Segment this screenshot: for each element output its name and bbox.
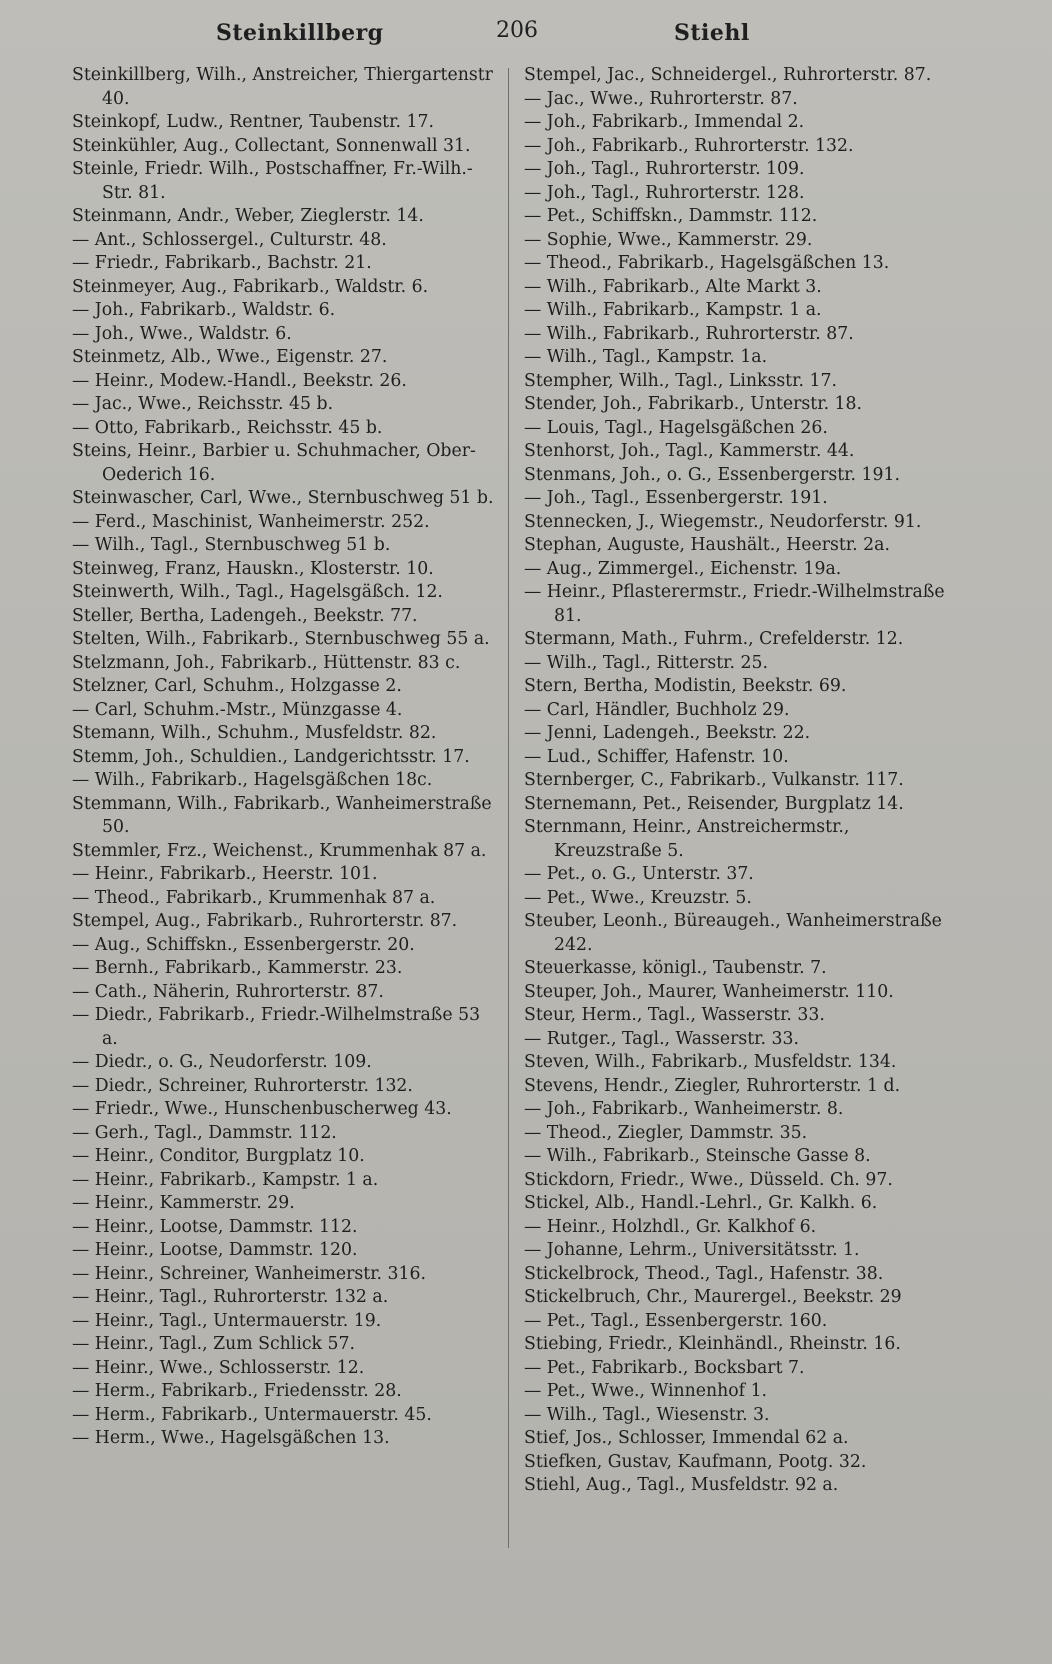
directory-entry: Steinmetz, Alb., Wwe., Eigenstr. 27.: [72, 347, 388, 367]
directory-entry: Steinmann, Andr., Weber, Zieglerstr. 14.: [72, 206, 424, 226]
directory-entry: Stelten, Wilh., Fabrikarb., Sternbuschweg 55 a.: [72, 629, 490, 649]
running-head-right: Stiehl: [674, 20, 750, 46]
directory-entry: — Pet., Wwe., Kreuzstr. 5.: [524, 887, 752, 908]
directory-entry: — Pet., Tagl., Essenbergerstr. 160.: [524, 1310, 828, 1331]
directory-entry: — Wilh., Fabrikarb., Steinsche Gasse 8.: [524, 1146, 871, 1166]
directory-entry: Stickelbrock, Theod., Tagl., Hafenstr. 38.: [524, 1263, 884, 1284]
directory-entry: — Wilh., Tagl., Kampstr. 1a.: [524, 347, 768, 367]
directory-entry: — Aug., Zimmergel., Eichenstr. 19a.: [524, 558, 842, 579]
directory-entry: Steuper, Joh., Maurer, Wanheimerstr. 110.: [524, 981, 894, 1002]
directory-entry: — Otto, Fabrikarb., Reichsstr. 45 b.: [72, 417, 383, 438]
directory-entry: — Joh., Fabrikarb., Waldstr. 6.: [72, 300, 336, 320]
directory-entry: — Cath., Näherin, Ruhrorterstr. 87.: [72, 981, 384, 1002]
directory-entry: — Jac., Wwe., Reichsstr. 45 b.: [72, 394, 334, 414]
directory-entry: — Diedr., Fabrikarb., Friedr.-Wilhelmstraße 53 a.: [72, 1005, 481, 1049]
directory-entry: — Herm., Wwe., Hagelsgäßchen 13.: [72, 1428, 390, 1448]
left-column: [72, 64, 494, 1451]
directory-entry: Stennecken, J., Wiegemstr., Neudorferstr. 91.: [524, 511, 922, 532]
directory-entry: — Louis, Tagl., Hagelsgäßchen 26.: [524, 417, 828, 438]
right-column: [524, 64, 956, 1498]
directory-entry: Steinmeyer, Aug., Fabrikarb., Waldstr. 6.: [72, 276, 429, 297]
directory-entry: — Aug., Schiffskn., Essenbergerstr. 20.: [72, 934, 415, 955]
directory-entry: — Sophie, Wwe., Kammerstr. 29.: [524, 229, 813, 250]
directory-entry: — Carl, Schuhm.-Mstr., Münzgasse 4.: [72, 699, 403, 720]
directory-entry: — Joh., Fabrikarb., Ruhrorterstr. 132.: [524, 135, 854, 156]
directory-entry: — Pet., Wwe., Winnenhof 1.: [524, 1381, 768, 1401]
directory-entry: Stickdorn, Friedr., Wwe., Düsseld. Ch. 97.: [524, 1169, 893, 1190]
directory-entry: — Wilh., Tagl., Sternbuschweg 51 b.: [72, 535, 391, 555]
directory-entry: Sternemann, Pet., Reisender, Burgplatz 14.: [524, 793, 904, 814]
directory-entry: — Heinr., Holzhdl., Gr. Kalkhof 6.: [524, 1216, 817, 1237]
directory-entry: Steinweg, Franz, Hauskn., Klosterstr. 10.: [72, 558, 434, 579]
directory-entry: Stempher, Wilh., Tagl., Linksstr. 17.: [524, 370, 837, 391]
directory-entry: — Diedr., Schreiner, Ruhrorterstr. 132.: [72, 1075, 413, 1096]
directory-entry: — Herm., Fabrikarb., Friedensstr. 28.: [72, 1381, 402, 1401]
directory-entry: — Joh., Tagl., Ruhrorterstr. 109.: [524, 159, 805, 179]
directory-entry: — Friedr., Wwe., Hunschenbuscherweg 43.: [72, 1099, 452, 1119]
directory-entry: — Heinr., Pflasterermstr., Friedr.-Wilhelmstraße 81.: [524, 582, 945, 626]
directory-entry: Stempel, Aug., Fabrikarb., Ruhrorterstr. 87.: [72, 911, 458, 931]
directory-entry: — Gerh., Tagl., Dammstr. 112.: [72, 1122, 337, 1143]
directory-entry: — Bernh., Fabrikarb., Kammerstr. 23.: [72, 958, 403, 978]
directory-entry: Steinkopf, Ludw., Rentner, Taubenstr. 17.: [72, 112, 434, 132]
directory-entry: — Joh., Tagl., Essenbergerstr. 191.: [524, 488, 828, 508]
directory-entry: — Joh., Tagl., Ruhrorterstr. 128.: [524, 182, 805, 203]
directory-entry: — Joh., Fabrikarb., Wanheimerstr. 8.: [524, 1099, 844, 1119]
directory-entry: — Heinr., Tagl., Untermauerstr. 19.: [72, 1310, 382, 1331]
directory-entry: — Johanne, Lehrm., Universitätsstr. 1.: [524, 1240, 860, 1260]
directory-entry: — Wilh., Tagl., Ritterstr. 25.: [524, 652, 769, 673]
directory-entry: — Heinr., Fabrikarb., Heerstr. 101.: [72, 864, 378, 884]
directory-entry: — Wilh., Tagl., Wiesenstr. 3.: [524, 1404, 770, 1425]
page-number: 206: [496, 18, 538, 43]
directory-entry: — Friedr., Fabrikarb., Bachstr. 21.: [72, 253, 372, 273]
directory-entry: — Theod., Fabrikarb., Krummenhak 87 a.: [72, 887, 436, 908]
directory-entry: Stevens, Hendr., Ziegler, Ruhrorterstr. 1 d.: [524, 1075, 901, 1096]
directory-entry: Steinkühler, Aug., Collectant, Sonnenwall 31.: [72, 135, 471, 156]
directory-entry: — Theod., Ziegler, Dammstr. 35.: [524, 1122, 808, 1143]
directory-entry: — Rutger., Tagl., Wasserstr. 33.: [524, 1028, 799, 1049]
directory-entry: Stiehl, Aug., Tagl., Musfeldstr. 92 a.: [524, 1475, 839, 1495]
directory-entry: Steuber, Leonh., Büreaugeh., Wanheimerstraße 242.: [524, 911, 942, 955]
directory-entry: — Jenni, Ladengeh., Beekstr. 22.: [524, 723, 811, 743]
directory-entry: Stemm, Joh., Schuldien., Landgerichtsstr. 17.: [72, 746, 470, 767]
directory-entry: Stempel, Jac., Schneidergel., Ruhrorterstr. 87.: [524, 65, 932, 85]
directory-entry: — Joh., Wwe., Waldstr. 6.: [72, 323, 292, 344]
directory-entry: — Pet., Fabrikarb., Bocksbart 7.: [524, 1357, 805, 1378]
directory-entry: — Pet., Schiffskn., Dammstr. 112.: [524, 206, 818, 226]
directory-entry: Stenmans, Joh., o. G., Essenbergerstr. 191.: [524, 464, 900, 485]
directory-entry: Stenhorst, Joh., Tagl., Kammerstr. 44.: [524, 441, 855, 461]
directory-entry: — Theod., Fabrikarb., Hagelsgäßchen 13.: [524, 253, 890, 273]
directory-entry: Steinle, Friedr. Wilh., Postschaffner, Fr.-Wilh.-Str. 81.: [72, 159, 473, 203]
directory-entry: — Jac., Wwe., Ruhrorterstr. 87.: [524, 88, 798, 109]
directory-entry: Steinkillberg, Wilh., Anstreicher, Thiergartenstr 40.: [72, 65, 493, 109]
directory-entry: Stemann, Wilh., Schuhm., Musfeldstr. 82.: [72, 723, 437, 743]
directory-entry: — Pet., o. G., Unterstr. 37.: [524, 864, 754, 884]
directory-entry: Sternmann, Heinr., Anstreichermstr., Kreuzstraße 5.: [524, 817, 850, 861]
directory-entry: — Diedr., o. G., Neudorferstr. 109.: [72, 1052, 372, 1072]
directory-entry: — Wilh., Fabrikarb., Hagelsgäßchen 18c.: [72, 770, 433, 790]
directory-entry: Stelzmann, Joh., Fabrikarb., Hüttenstr. 83 c.: [72, 652, 461, 673]
directory-entry: Stender, Joh., Fabrikarb., Unterstr. 18.: [524, 394, 863, 414]
page-header: [0, 18, 1052, 54]
directory-entry: — Herm., Fabrikarb., Untermauerstr. 45.: [72, 1404, 432, 1425]
directory-entry: — Heinr., Lootse, Dammstr. 112.: [72, 1216, 358, 1237]
directory-entry: — Ant., Schlossergel., Culturstr. 48.: [72, 229, 387, 250]
directory-entry: Stelzner, Carl, Schuhm., Holzgasse 2.: [72, 676, 402, 696]
directory-entry: Steller, Bertha, Ladengeh., Beekstr. 77.: [72, 605, 418, 626]
directory-entry: — Ferd., Maschinist, Wanheimerstr. 252.: [72, 511, 430, 532]
directory-entry: — Joh., Fabrikarb., Immendal 2.: [524, 112, 805, 132]
directory-entry: — Wilh., Fabrikarb., Kampstr. 1 a.: [524, 300, 822, 320]
directory-entry: Sternberger, C., Fabrikarb., Vulkanstr. 117.: [524, 770, 904, 790]
directory-entry: — Wilh., Fabrikarb., Ruhrorterstr. 87.: [524, 323, 854, 344]
directory-entry: Steinwascher, Carl, Wwe., Sternbuschweg 51 b.: [72, 488, 494, 508]
directory-entry: Stermann, Math., Fuhrm., Crefelderstr. 12.: [524, 629, 904, 649]
directory-entry: Stemmann, Wilh., Fabrikarb., Wanheimerstraße 50.: [72, 793, 492, 837]
directory-entry: Stiebing, Friedr., Kleinhändl., Rheinstr. 16.: [524, 1334, 901, 1354]
directory-entry: Stiefken, Gustav, Kaufmann, Pootg. 32.: [524, 1451, 867, 1472]
directory-entry: — Heinr., Conditor, Burgplatz 10.: [72, 1146, 365, 1166]
directory-entry: Stief, Jos., Schlosser, Immendal 62 a.: [524, 1428, 849, 1448]
directory-entry: Stickelbruch, Chr., Maurergel., Beekstr. 29: [524, 1287, 902, 1307]
directory-entry: Steins, Heinr., Barbier u. Schuhmacher, Ober-Oederich 16.: [72, 441, 476, 485]
directory-entry: — Heinr., Lootse, Dammstr. 120.: [72, 1240, 358, 1260]
directory-entry: Steur, Herm., Tagl., Wasserstr. 33.: [524, 1005, 825, 1025]
directory-entry: — Lud., Schiffer, Hafenstr. 10.: [524, 746, 789, 767]
directory-entry: — Heinr., Fabrikarb., Kampstr. 1 a.: [72, 1169, 379, 1190]
directory-entry: — Carl, Händler, Buchholz 29.: [524, 699, 790, 720]
directory-entry: — Heinr., Tagl., Ruhrorterstr. 132 a.: [72, 1287, 389, 1307]
directory-entry: Steuerkasse, königl., Taubenstr. 7.: [524, 958, 827, 978]
directory-entry: Steinwerth, Wilh., Tagl., Hagelsgäßch. 12.: [72, 582, 443, 602]
directory-entry: Stickel, Alb., Handl.-Lehrl., Gr. Kalkh. 6.: [524, 1193, 878, 1213]
directory-entry: — Heinr., Schreiner, Wanheimerstr. 316.: [72, 1263, 427, 1284]
directory-entry: — Heinr., Kammerstr. 29.: [72, 1193, 295, 1213]
running-head-left: Steinkillberg: [216, 20, 384, 46]
directory-entry: Stern, Bertha, Modistin, Beekstr. 69.: [524, 676, 847, 696]
directory-entry: Steven, Wilh., Fabrikarb., Musfeldstr. 134.: [524, 1052, 897, 1072]
column-divider: [508, 68, 509, 1548]
directory-entry: — Heinr., Modew.-Handl., Beekstr. 26.: [72, 370, 407, 391]
directory-entry: — Heinr., Tagl., Zum Schlick 57.: [72, 1334, 355, 1354]
directory-entry: Stemmler, Frz., Weichenst., Krummenhak 87 a.: [72, 840, 487, 861]
directory-entry: Stephan, Auguste, Haushält., Heerstr. 2a.: [524, 535, 890, 555]
directory-entry: — Wilh., Fabrikarb., Alte Markt 3.: [524, 276, 822, 297]
directory-entry: — Heinr., Wwe., Schlosserstr. 12.: [72, 1357, 365, 1378]
